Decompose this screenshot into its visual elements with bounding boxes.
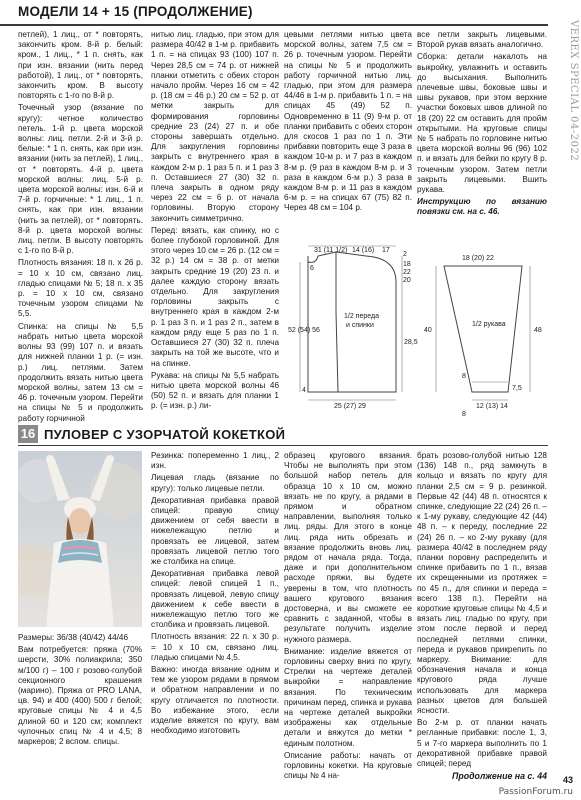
page-header xyxy=(0,0,548,26)
sleeve-schematic xyxy=(436,266,530,400)
diagram-label: 48 xyxy=(534,327,542,334)
diagram-label: 52 (54) 56 xyxy=(288,327,320,334)
paragraph: Во 2-м р. от планки начать регланные прибавки: после 1, 3, 5 и 7-го маркера выполнить по 1 декоративной прибавке правой спицей; перед xyxy=(417,718,547,769)
diagram-label: 1/2 переда xyxy=(344,313,379,320)
paragraph: Точечный узор (вязание по кругу): четное количество петель. 1-й р. цвета морской волны: лиц. петли. 2-й и 3-й р. белые: * 1 п. снять, как при изн. вязании (нить за петлей), 1 лиц., от * повторять. 4-й р. цвета морской волны: лиц. 5-й р. цвета морской волны: изн. 6-й и 7-й р. горчичные: * 1 лиц., 1 п. снять, как при изн. вязании (нить за петлей), от * повторять. 8-й р. цвета морской волны: лиц. петли. В высоту повторять с 1-го по 8-й р. xyxy=(18,103,143,256)
paragraph: Сборка: детали накалоть на выкройку, увлажнить и оставить до высыхания. Выполнить плечевые швы, боковые швы и швы рукавов, при этом верхние участки боковых швов длиной по 18 (20) 22 см оставить для пройм открытыми. На круговые спицы № 5 набрать по горловине нитью цвета морской волны 96 (96) 102 п. и вязать для бейки по кругу 8 р. точечным узором. Затем петли закрыть лицевыми. Вшить рукава. xyxy=(417,52,547,195)
paragraph: Описание работы: начать от горловины кокетки. На круговые спицы № 4 на- xyxy=(284,750,412,781)
headband-caption: Инструкцию по вязанию повязки см. на с. 46. xyxy=(417,197,547,217)
diagram-label: 18 xyxy=(403,261,411,268)
paragraph: Важно: иногда вязание одним и тем же узором рядами в прямом и обратном направлении и по кругу отличается по плотности. Во избежание этого, если изделие вяжется по кругу, вам необходимо изготовить xyxy=(151,665,279,736)
paragraph: Размеры: 36/38 (40/42) 44/46 xyxy=(18,633,129,642)
paragraph: брать розово-голубой нитью 128 (136) 148 п., ряд замкнуть в кольцо и вязать по кругу для планки 2,5 см = 9 р. резинкой. Первые 42 (44) 48 п. относятся к спинке, следующие 22 (24) 26 п. – к 1-му рукаву, следующие 42 (44) 48 п. – к переду, последние 22 (24) 26 п. – ко 2-му рукаву (для размера 40/42 в последнем ряду планки поровну распределить и спинке прибавить по 1 п., вязав их скрещенными из протяжек = по 45 п., для спинки и переда = всего 138 п.). Перейти на короткие круговые спицы № 4,5 и вязать лиц. гладью по кругу, при этом после первой и перед последней петлями спинки, переда и рукавов прикрепить по маркеру. Внимание: для обозначения начала и конца кругового ряда лучше использовать для маркера разных цветов для большей ясности. xyxy=(417,451,547,716)
section-number: 16 xyxy=(18,425,38,443)
diagram-label: 20 xyxy=(403,277,411,284)
column-b2 xyxy=(151,451,279,738)
section-title: ПУЛОВЕР С УЗОРЧАТОЙ КОКЕТКОЙ xyxy=(44,427,286,442)
paragraph: цевыми петлями нитью цвета морской волны, затем 7,5 см = 26 р. точечным узором. Перейти на спицы № 5 и продолжить работу горчичной нитью лиц. гладью, при этом для размера 44/46 в 1-м р. прибавить 1 п. = на спицах 45 (49) 52 п. Одновременно в 11 (9) 9-м р. от планки прибавить с обеих сторон для скосов 1 раз по 1 п. Эти прибавки повторить еще 3 раза в каждом 10-м р. и 7 раз в каждом 8-м р. (9 раз в каждом 8-м р. и 3 раза в каждом 6-м р.) 3 раза в каждом 8-м р. и 11 раз в каждом 6-м р. = на спицах 67 (75) 82 п. Через 48 см = 104 р. xyxy=(284,30,412,213)
diagram-label: 1/2 рукава xyxy=(472,321,506,328)
paragraph: Внимание: изделие вяжется от горловины сверху вниз по кругу. Стрелки на чертеже деталей выкройки = направление вязания. По техническим причинам перед, спинка и рукава на чертеже деталей выкройки изображены как отдельные детали и вяжутся до метки * единым полотном. xyxy=(284,646,412,748)
column-4 xyxy=(417,30,547,219)
continued-note: Продолжение на с. 44 xyxy=(452,771,547,782)
paragraph: Декоративная прибавка правой спицей: правую спицу движением от себя ввести в нижележащую петлю и провязать ее лицевой, затем провязать лицевой петлю того же столбика на спице. xyxy=(151,495,279,567)
diagram-label: 31 (11 1/2) xyxy=(314,247,348,254)
diagram-label: 2 xyxy=(403,251,407,258)
paragraph: петлей), 1 лиц., от * повторять, закончить кром. 8-й р. белый: кром., 1 лиц., * 1 п. снять, как при изн. вязании (нить перед работой), 1 лиц., от * повторять, закончить кром. В высоту повторять с 1-го по 8-й р. xyxy=(18,30,143,101)
column-1 xyxy=(18,30,143,426)
column-2 xyxy=(151,30,279,414)
paragraph: нитью лиц. гладью, при этом для размера 40/42 в 1-м р. прибавить 1 п. = на спицах 93 (100) 107 п. Через 28,5 см = 74 р. от нижней планки отметить с обеих сторон начало пройм. Через 16 см = 42 р. (18 см = 46 р.) 20 см = 52 р. от метки закрыть для формирования горловины средние 23 (24) 27 п. и обе стороны завершать отдельно. Для закругления горловины закрыть с внутреннего края в каждом 2-м р. 1 раз 5 п. и 1 раз 3 п. Оставшиеся 27 (30) 32 п. плеча закрыть в одном ряду через 22 см = 6 р. от начала горловины. Вторую сторону закончить симметрично. xyxy=(151,30,279,223)
diagram-label: 17 xyxy=(382,247,390,254)
paragraph: Резинка: попеременно 1 лиц., 2 изн. xyxy=(151,451,279,471)
diagram-label: 12 (13) 14 xyxy=(476,403,508,410)
diagram-label: 6 xyxy=(310,265,314,272)
diagram-label: 22 xyxy=(403,269,411,276)
diagram-label: 40 xyxy=(424,327,432,334)
column-b1 xyxy=(18,633,142,749)
paragraph: Спинка: на спицы № 5,5 набрать нитью цвета морской волны 93 (99) 107 п. и вязать для нижней планки 1 р. (= изн. р.) лиц. петлями. Затем продолжить вязать нитью цвета морской волны, затем 13 см = 46 р. точечным узором. Перейти на спицы № 5 и продолжить работу горчичной xyxy=(18,321,143,423)
column-b4 xyxy=(417,451,547,784)
diagram-label: 8 xyxy=(462,411,466,418)
diagram-label: и спинки xyxy=(346,322,374,329)
page-title: МОДЕЛИ 14 + 15 (ПРОДОЛЖЕНИЕ) xyxy=(18,4,253,19)
diagram-label: 28,5 xyxy=(404,339,418,346)
diagram-label: 25 (27) 29 xyxy=(334,403,366,410)
diagram-label: 8 xyxy=(462,373,466,380)
paragraph: Вам потребуется: пряжа (70% шерсти, 30% полиакрила; 350 м/100 г) – 100 г розово-голубой секционного крашения (марино). Пряжа от PRO LANA, цв. 94) и 400 (400) 500 г белой; круговые спицы № 4 и 4,5 длиной 60 и 120 см; комплект чулочных спиц № 4 и 4,5; 8 маркеров; 2 вспом. спицы. xyxy=(18,645,142,747)
paragraph: Плотность вязания: 22 п. х 30 р. = 10 х 10 см, связано лиц. гладью спицами № 4,5. xyxy=(151,632,279,662)
magazine-side-label: VEREX SPECIAL 04-2022 xyxy=(568,20,579,162)
paragraph: Перед: вязать, как спинку, но с более глубокой горловиной. Для этого через 10 см = 26 р. (12 см = 32 р.) 14 см = 38 р. от метки закрыть средние 19 (20) 23 п. и далее каждую сторону вязать отдельно. Для закругления горловины закрыть с внутреннего края в каждом 2-м р. 1 раз 3 п. и 1 раз 2 п., затем в каждом ряду еще 5 раз по 1 п. Оставшиеся 27 (30) 32 п. плеча закрыть на той же высоте, что и на спинке. xyxy=(151,225,279,368)
column-b3 xyxy=(284,451,412,784)
page-number: 43 xyxy=(562,775,573,785)
paragraph: Декоративная прибавка левой спицей: левой спицей 1 п., провязать лицевой, левую спицу движением к себе ввести в нижележащую петлю того же столбика и провязать лицевой. xyxy=(151,569,279,630)
paragraph: все петли закрыть лицевыми. Второй рукав вязать аналогично. xyxy=(417,30,547,50)
diagram-label: 14 (16) xyxy=(352,247,375,254)
divider xyxy=(18,445,548,446)
section-header xyxy=(0,423,548,447)
paragraph: Плотность вязания: 18 п. х 26 р. = 10 х 10 см, связано лиц. гладью спицами № 5; 18 п. х 35 р. = 10 х 10 см, связано точечным узором спицами № 5,5. xyxy=(18,258,143,319)
paragraph: Лицевая гладь (вязание по кругу): только лицевые петли. xyxy=(151,473,279,493)
paragraph: образец кругового вязания. Чтобы не выполнять при этом большой набор петель для образца 10 х 10 см, можно вязать не по кругу, а рядами в прямом и обратном направлении, выполняя только лиц. ряды. Для этого в конце лиц. ряда нить обрезать и вязание продолжить вновь лиц. рядом от начала ряда. Тогда, даже и при дополнительном расходе пряжи, вы будете уверены в том, что плотность вашего кругового вязания достоверна, и вы сможете ее сравнить с заданной, чтобы в результате получить изделие нужного размера. xyxy=(284,451,412,644)
watermark: PassionForum.ru xyxy=(498,787,573,797)
diagram-label: 18 (20) 22 xyxy=(462,255,494,262)
column-3 xyxy=(284,30,412,216)
diagram-label: 4 xyxy=(302,387,306,394)
diagram-label: 7,5 xyxy=(512,385,522,392)
paragraph: Рукава: на спицы № 5,5 набрать нитью цвета морской волны 46 (50) 52 п. и вязать для планки 1 р. (= изн. р.) ли- xyxy=(151,370,279,411)
model-photo xyxy=(18,451,142,627)
pattern-schematic xyxy=(286,242,548,420)
